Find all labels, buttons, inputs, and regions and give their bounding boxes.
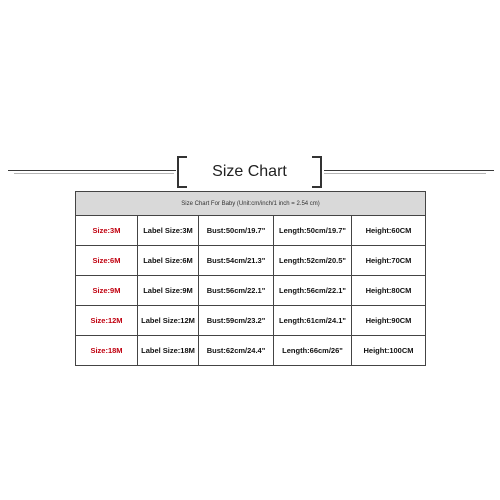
title-rule-right [324, 170, 494, 171]
length-cell: Length:52cm/20.5" [274, 246, 352, 276]
height-cell: Height:80CM [352, 276, 426, 306]
size-chart-table [75, 191, 426, 366]
size-cell: Size:6M [76, 246, 138, 276]
length-cell: Length:61cm/24.1" [274, 306, 352, 336]
label-size-cell: Label Size:9M [138, 276, 199, 306]
table-row [76, 246, 426, 276]
size-cell: Size:18M [76, 336, 138, 366]
table-row [76, 216, 426, 246]
page-title: Size Chart [212, 163, 287, 180]
title-rule-left [8, 170, 176, 171]
length-cell: Length:66cm/26" [274, 336, 352, 366]
bust-cell: Bust:62cm/24.4" [199, 336, 274, 366]
table-header-row [76, 192, 426, 216]
bust-cell: Bust:54cm/21.3" [199, 246, 274, 276]
length-cell: Length:56cm/22.1" [274, 276, 352, 306]
title-banner [0, 150, 500, 192]
length-cell: Length:50cm/19.7" [274, 216, 352, 246]
height-cell: Height:100CM [352, 336, 426, 366]
size-cell: Size:9M [76, 276, 138, 306]
height-cell: Height:60CM [352, 216, 426, 246]
table-header: Size Chart For Baby (Unit:cm/inch/1 inch = 2.54 cm) [76, 192, 426, 216]
table-row [76, 306, 426, 336]
table-row [76, 276, 426, 306]
table-row [76, 336, 426, 366]
size-cell: Size:3M [76, 216, 138, 246]
title-rule-right-shadow [324, 173, 486, 174]
title-box [177, 158, 322, 186]
label-size-cell: Label Size:18M [138, 336, 199, 366]
bust-cell: Bust:56cm/22.1" [199, 276, 274, 306]
title-rule-left-shadow [14, 173, 174, 174]
height-cell: Height:90CM [352, 306, 426, 336]
height-cell: Height:70CM [352, 246, 426, 276]
size-cell: Size:12M [76, 306, 138, 336]
bust-cell: Bust:50cm/19.7" [199, 216, 274, 246]
label-size-cell: Label Size:6M [138, 246, 199, 276]
label-size-cell: Label Size:12M [138, 306, 199, 336]
label-size-cell: Label Size:3M [138, 216, 199, 246]
bust-cell: Bust:59cm/23.2" [199, 306, 274, 336]
